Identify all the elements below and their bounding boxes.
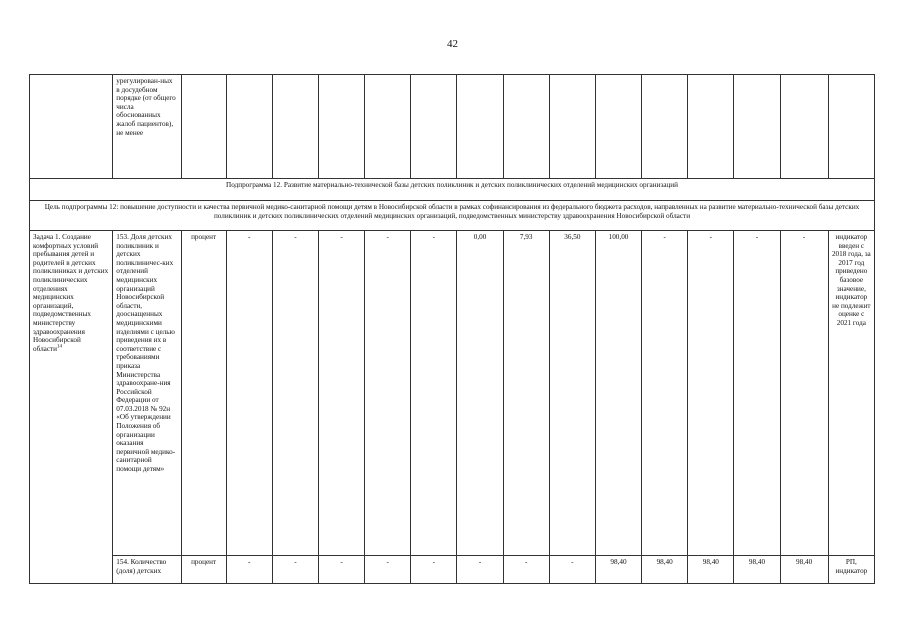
page-number: 42: [447, 38, 458, 50]
value-cell: 98,40: [642, 556, 688, 584]
value-cell: -: [457, 556, 503, 584]
value-cell: -: [688, 231, 734, 556]
value-cell: -: [272, 231, 318, 556]
value-cell: -: [318, 231, 364, 556]
value-cell: -: [549, 556, 595, 584]
value-cell: -: [503, 556, 549, 584]
note-cell: индикатор введен с 2018 года, за 2017 год приведено базовое значение, индикатор не подлежит оценке с 2021 года: [828, 231, 874, 556]
value-cell: -: [365, 556, 411, 584]
value-cell: -: [318, 556, 364, 584]
value-cell: -: [642, 231, 688, 556]
value-cell: 100,00: [595, 231, 641, 556]
task-text: Задача 1. Создание комфортных условий пребывания детей и родителей в детских поликлиниках и детских поликлинических отделениях медицинских организаций, подведомственных министерству здравоохранения Новосибирской области: [33, 233, 109, 353]
value-cell: -: [365, 231, 411, 556]
task-cell: [30, 75, 113, 179]
table-row: [30, 75, 875, 179]
value-cell: 98,40: [595, 556, 641, 584]
unit-cell: процент: [181, 556, 226, 584]
value-cell: 36,50: [549, 231, 595, 556]
value-cell: -: [734, 231, 780, 556]
subprogram-title-row: [30, 179, 875, 201]
value-cell: -: [226, 556, 272, 584]
value-cell: 7,93: [503, 231, 549, 556]
subprogram-title: Подпрограмма 12. Развитие материально-технической базы детских поликлиник и детских поликлинических отделений медицинских организаций: [30, 179, 875, 201]
value-cell: -: [226, 231, 272, 556]
indicator-cell: 153. Доля детских поликлиник и детских поликлиничес-ких отделений медицинских организаций Новосибирской области, дооснащенных медицинскими изделиями с целью приведения их в соответствие с требованиями приказа Министерства здравоохране-ния Российской Федерации от 07.03.2018 № 92н «Об утверждении Положения об организации оказания первичной медико-санитарной помощи детям»: [113, 231, 181, 556]
value-cell: 98,40: [688, 556, 734, 584]
table-row: [30, 556, 875, 584]
value-cell: 0,00: [457, 231, 503, 556]
indicators-table: [29, 74, 875, 584]
value-cell: 98,40: [734, 556, 780, 584]
indicator-cell: урегулирован-ных в досудебном порядке (от общего числа обоснованных жалоб пациентов), не менее: [113, 75, 181, 179]
table-row: [30, 231, 875, 556]
subprogram-goal: Цель подпрограммы 12: повышение доступности и качества первичной медико-санитарной помощи детям в Новосибирской области в рамках софинансирования из федерального бюджета расходов, направленных на развитие материально-технической базы детских поликлиник и детских поликлинических отделений медицинских организаций, подведомственных министерству здравоохранения Новосибирской области: [30, 201, 875, 231]
task-footnote: 14: [57, 344, 63, 350]
value-cell: -: [780, 231, 828, 556]
value-cell: -: [411, 556, 457, 584]
note-cell: РП, индикатор: [828, 556, 874, 584]
value-cell: -: [272, 556, 318, 584]
subprogram-goal-row: [30, 201, 875, 231]
indicator-cell: 154. Количество (доля) детских: [113, 556, 181, 584]
value-cell: -: [411, 231, 457, 556]
unit-cell: процент: [181, 231, 226, 556]
value-cell: 98,40: [780, 556, 828, 584]
task-cell: [30, 231, 113, 584]
